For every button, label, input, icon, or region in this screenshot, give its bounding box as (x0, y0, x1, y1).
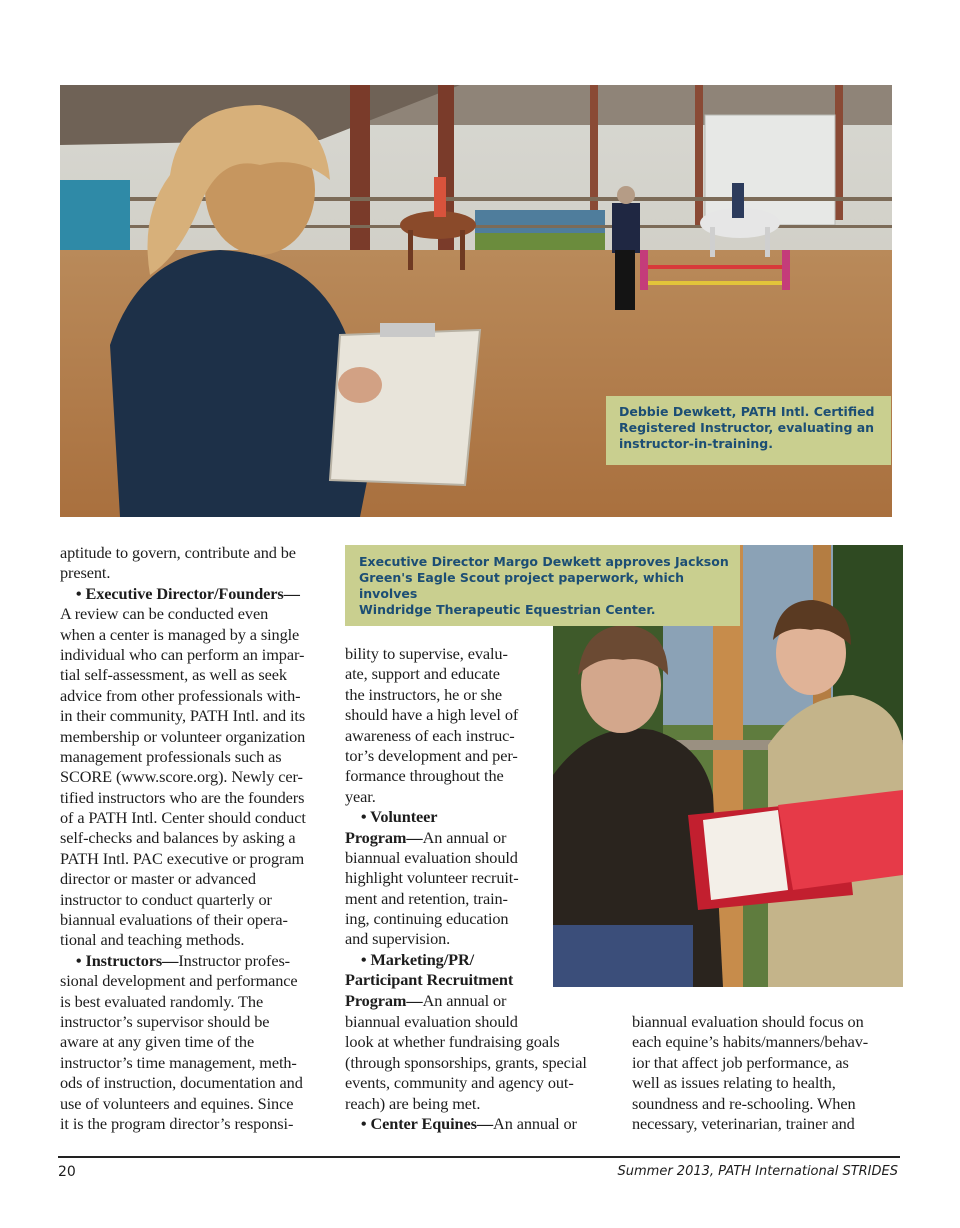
text-line (60, 788, 330, 808)
page-number: 20 (58, 1164, 76, 1180)
text-line (60, 828, 330, 848)
text-line (345, 889, 550, 909)
text-line (345, 929, 550, 949)
text-run: awareness of each instruc- (345, 725, 515, 745)
text-run: when a center is managed by a single (60, 624, 300, 644)
text-run: SCORE (www.score.org). Newly cer- (60, 767, 303, 787)
text-line (345, 746, 550, 766)
text-line (345, 991, 550, 1011)
body-column-right (632, 1012, 897, 1134)
text-run: PATH Intl. PAC executive or program (60, 848, 305, 868)
text-line (60, 584, 330, 604)
text-run: Instructor profes- (178, 950, 291, 970)
text-line (345, 1114, 615, 1134)
text-run: in their community, PATH Intl. and its (60, 706, 306, 726)
text-run: biannual evaluation should (345, 847, 518, 867)
text-line (632, 1073, 897, 1093)
footer-rule (58, 1156, 900, 1158)
photo-caption-right (345, 545, 740, 626)
text-line (60, 930, 330, 950)
text-run: necessary, veterinarian, trainer and (632, 1113, 855, 1133)
text-line (632, 1114, 897, 1134)
text-line (60, 1094, 330, 1114)
text-line (60, 645, 330, 665)
text-line (345, 685, 550, 705)
text-line (60, 1073, 330, 1093)
text-run: tor’s development and per- (345, 745, 518, 765)
caption-line: Registered Instructor, evaluating an (619, 420, 875, 435)
body-column-left (60, 543, 330, 1134)
text-line (345, 848, 550, 868)
text-run: tial self-assessment, as well as seek (60, 665, 287, 685)
caption-line: Green's Eagle Scout project paperwork, which involves (359, 570, 685, 601)
text-line (60, 706, 330, 726)
text-line (60, 747, 330, 767)
body-column-middle (345, 644, 550, 1011)
text-run: self-checks and balances by asking a (60, 828, 296, 848)
text-run: and supervision. (345, 929, 451, 949)
text-run: look at whether fundraising goals (345, 1032, 560, 1052)
text-line (60, 951, 330, 971)
text-run: sional development and performance (60, 971, 298, 991)
text-line (60, 665, 330, 685)
text-line (345, 909, 550, 929)
text-run: instructor’s time management, meth- (60, 1052, 297, 1072)
text-line (60, 1053, 330, 1073)
text-run: management professionals such as (60, 746, 282, 766)
text-line (60, 849, 330, 869)
text-run: An annual or (422, 827, 507, 847)
publication-title: Summer 2013, PATH International STRIDES (617, 1164, 898, 1179)
text-line (345, 950, 550, 970)
text-line (60, 992, 330, 1012)
text-run: aptitude to govern, contribute and be (60, 543, 296, 562)
text-run: each equine’s habits/manners/behav- (632, 1032, 869, 1052)
text-run: is best evaluated randomly. The (60, 991, 264, 1011)
caption-line: instructor-in-training. (619, 436, 773, 451)
text-line (60, 910, 330, 930)
text-run: instructor’s supervisor should be (60, 1011, 270, 1031)
text-run: tified instructors who are the founders (60, 787, 305, 807)
text-line (60, 1032, 330, 1052)
bold-run: Participant Recruitment (345, 970, 514, 990)
text-run: ing, continuing education (345, 909, 509, 929)
text-run: An annual or (422, 990, 507, 1010)
caption-line: Executive Director Margo Dewkett approves Jackson (359, 554, 729, 569)
text-line (345, 828, 550, 848)
text-line (345, 1032, 615, 1052)
text-run: should have a high level of (345, 705, 519, 725)
text-run: biannual evaluations of their opera- (60, 910, 288, 930)
text-line (345, 1094, 615, 1114)
text-run: A review can be conducted even (60, 604, 269, 624)
text-line (345, 1012, 615, 1032)
text-line (632, 1032, 897, 1052)
text-run: membership or volunteer organization (60, 726, 306, 746)
text-run: the instructors, he or she (345, 684, 503, 704)
caption-line: Debbie Dewkett, PATH Intl. Certified (619, 404, 875, 419)
text-line (345, 1053, 615, 1073)
text-line (345, 726, 550, 746)
bold-run: • Marketing/PR/ (345, 949, 475, 969)
text-line (345, 868, 550, 888)
text-run: present. (60, 563, 111, 583)
text-run: biannual evaluation should (345, 1012, 518, 1031)
text-line (60, 869, 330, 889)
bold-run: Program— (345, 990, 423, 1010)
text-run: instructor to conduct quarterly or (60, 889, 272, 909)
caption-line: Windridge Therapeutic Equestrian Center. (359, 602, 656, 617)
text-line (345, 644, 550, 664)
text-run: ment and retention, train- (345, 888, 508, 908)
text-run: formance throughout the (345, 766, 504, 786)
text-line (345, 766, 550, 786)
body-column-middle-lower (345, 1012, 615, 1134)
text-run: ods of instruction, documentation and (60, 1073, 303, 1093)
text-line (345, 787, 550, 807)
text-line (60, 625, 330, 645)
text-line (60, 686, 330, 706)
text-run: year. (345, 786, 376, 806)
text-line (60, 727, 330, 747)
text-run: events, community and agency out- (345, 1073, 574, 1093)
text-run: bility to supervise, evalu- (345, 644, 508, 663)
text-run: use of volunteers and equines. Since (60, 1093, 294, 1113)
text-line (632, 1053, 897, 1073)
text-line (345, 1073, 615, 1093)
text-run: advice from other professionals with- (60, 685, 301, 705)
bold-run: • Center Equines— (345, 1113, 494, 1133)
bold-run: • Instructors— (60, 950, 179, 970)
text-line (632, 1012, 897, 1032)
text-run: tional and teaching methods. (60, 930, 245, 950)
text-line (632, 1094, 897, 1114)
text-run: soundness and re-schooling. When (632, 1093, 856, 1113)
text-line (60, 1012, 330, 1032)
text-line (60, 604, 330, 624)
text-run: director or master or advanced (60, 869, 256, 889)
text-run: reach) are being met. (345, 1093, 481, 1113)
text-run: aware at any given time of the (60, 1032, 255, 1052)
text-run: (through sponsorships, grants, special (345, 1052, 587, 1072)
text-line (60, 808, 330, 828)
text-line (60, 767, 330, 787)
text-line (60, 1114, 330, 1134)
text-line (60, 563, 330, 583)
text-line (345, 807, 550, 827)
text-line (60, 971, 330, 991)
bold-run: • Volunteer (345, 807, 438, 827)
text-run: well as issues relating to health, (632, 1073, 836, 1093)
text-line (60, 543, 330, 563)
text-run: biannual evaluation should focus on (632, 1012, 864, 1031)
text-run: individual who can perform an impar- (60, 644, 305, 664)
text-line (345, 970, 550, 990)
text-run: ate, support and educate (345, 664, 500, 684)
bold-run: • Executive Director/Founders— (60, 583, 300, 603)
text-run: An annual or (493, 1113, 577, 1133)
text-run: highlight volunteer recruit- (345, 868, 519, 888)
text-run: it is the program director’s responsi- (60, 1113, 294, 1133)
text-run: ior that affect job performance, as (632, 1052, 849, 1072)
photo-caption-top (606, 396, 891, 465)
bold-run: Program— (345, 827, 423, 847)
text-line (345, 705, 550, 725)
text-run: of a PATH Intl. Center should conduct (60, 808, 306, 828)
text-line (60, 890, 330, 910)
text-line (345, 664, 550, 684)
